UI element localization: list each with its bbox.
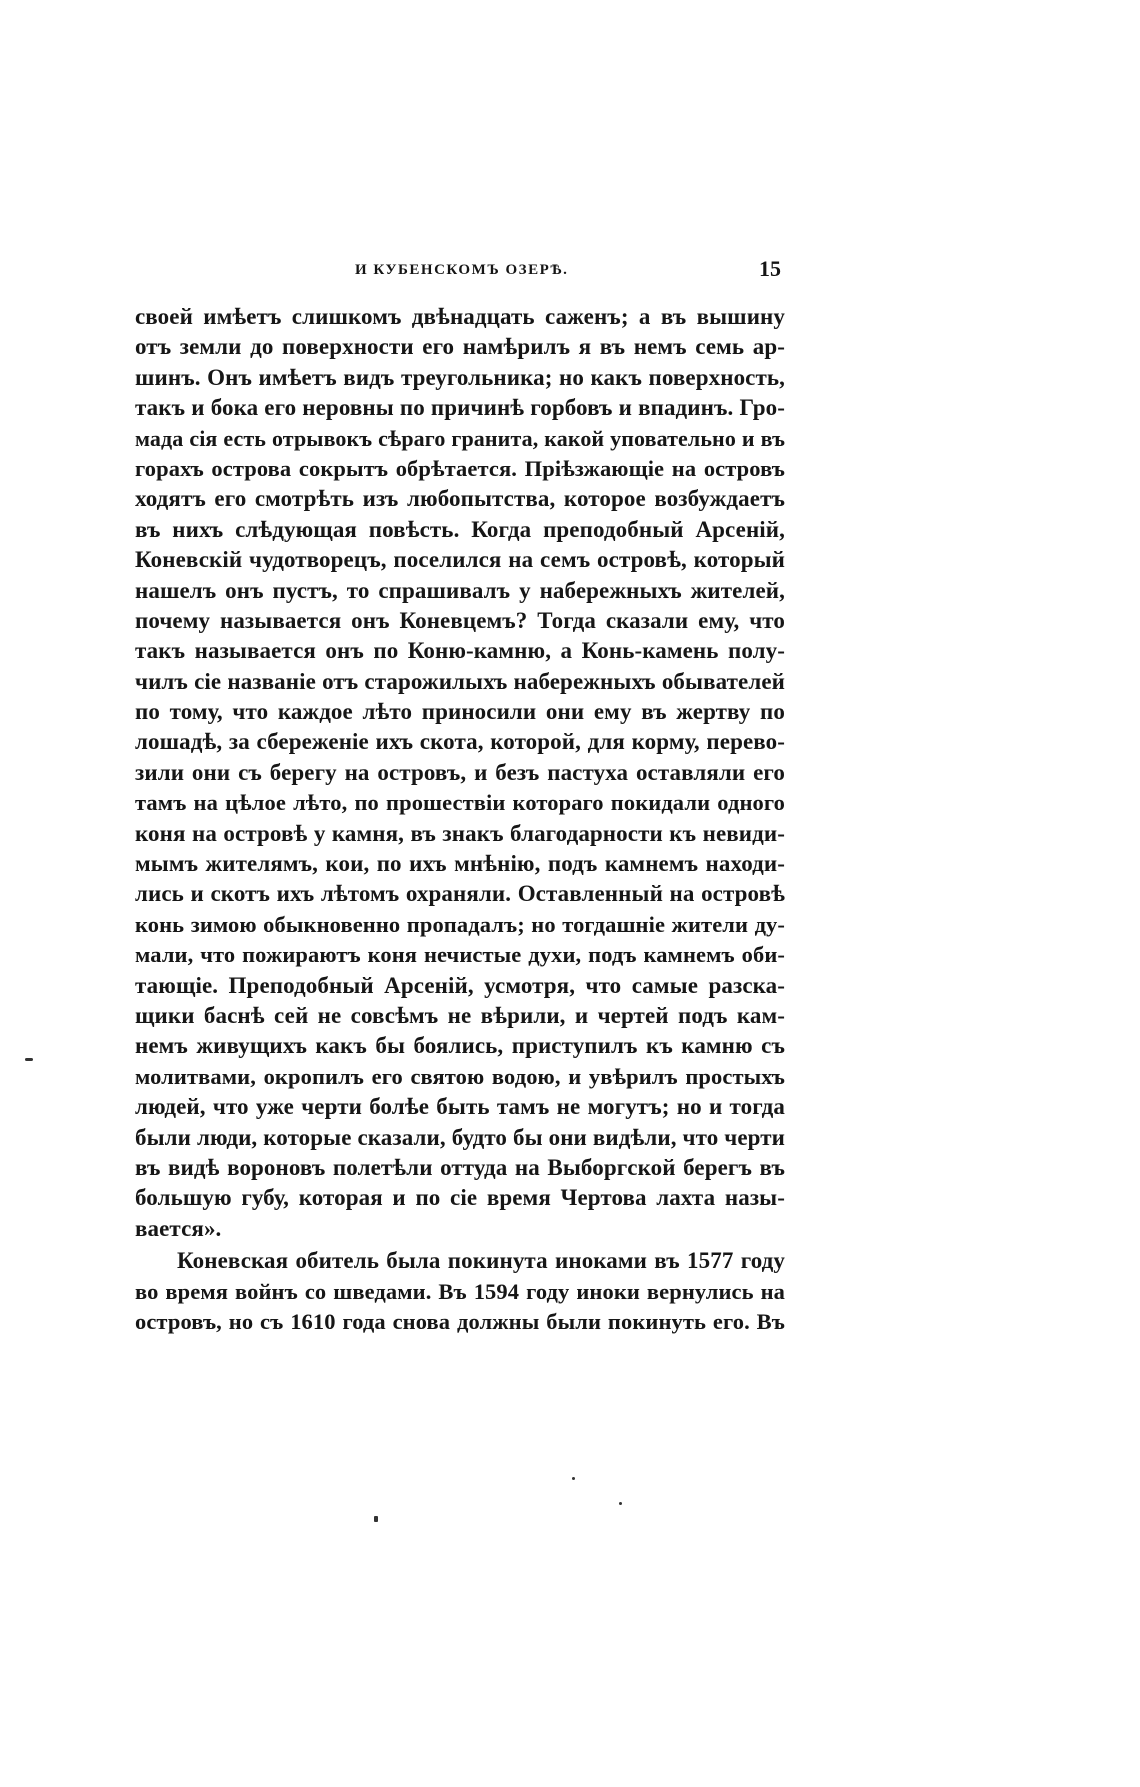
text-line: были люди, которые сказали, будто бы они видѣли, что черти xyxy=(135,1124,785,1150)
body-text xyxy=(135,302,785,1337)
text-line: немъ живущихъ какъ бы боялись, приступилъ къ камню съ xyxy=(135,1033,785,1059)
text-line: въ видѣ вороновъ полетѣли оттуда на Выборгской берегъ въ xyxy=(135,1154,785,1180)
scan-speck xyxy=(572,1477,575,1480)
text-line: зили они съ берегу на островъ, и безъ пастуха оставляли его xyxy=(135,759,785,785)
scan-speck xyxy=(619,1502,622,1505)
running-head xyxy=(135,258,785,288)
text-line: такъ называется онъ по Коню-камню, а Конь-камень полу- xyxy=(135,638,785,664)
text-line: людей, что уже черти болѣе быть тамъ не могутъ; но и тогда xyxy=(135,1094,785,1120)
scan-speck xyxy=(25,1058,33,1061)
text-line: островъ, но съ 1610 года снова должны были покинуть его. Въ xyxy=(135,1308,785,1334)
text-line: лошадѣ, за сбереженіе ихъ скота, которой, для корму, перево- xyxy=(135,729,785,755)
text-line: такъ и бока его неровны по причинѣ горбовъ и впадинъ. Гро- xyxy=(135,395,785,421)
text-line: лись и скотъ ихъ лѣтомъ охраняли. Оставленный на островѣ xyxy=(135,881,785,907)
text-line: конь зимою обыкновенно пропадалъ; но тогдашніе жители ду- xyxy=(135,911,785,937)
text-line: мымъ жителямъ, кои, по ихъ мнѣнію, подъ камнемъ находи- xyxy=(135,851,785,877)
text-line: шинъ. Онъ имѣетъ видъ треугольника; но какъ поверхность, xyxy=(135,364,785,390)
text-line: почему называется онъ Коневцемъ? Тогда сказали ему, что xyxy=(135,607,785,633)
text-line: своей имѣетъ слишкомъ двѣнадцать саженъ; а въ вышину xyxy=(135,304,785,329)
text-line: большую губу, которая и по сіе время Чертова лахта назы- xyxy=(135,1185,785,1211)
text-line: нашелъ онъ пустъ, то спрашивалъ у набережныхъ жителей, xyxy=(135,577,785,603)
text-line: тамъ на цѣлое лѣто, по прошествіи котораго покидали одного xyxy=(135,790,785,816)
text-line: ходятъ его смотрѣть изъ любопытства, которое возбуждаетъ xyxy=(135,486,785,512)
text-line: тающіе. Преподобный Арсеній, усмотря, что самые разска- xyxy=(135,972,785,998)
scan-speck xyxy=(374,1516,378,1522)
text-line: мада сія есть отрывокъ сѣраго гранита, какой уповательно и въ xyxy=(135,425,785,451)
text-line: щики баснѣ сей не совсѣмъ не вѣрили, и чертей подъ кам- xyxy=(135,1002,785,1028)
text-line: коня на островѣ у камня, въ знакъ благодарности къ невиди- xyxy=(135,820,785,846)
text-line: во время войнъ со шведами. Въ 1594 году иноки вернулись на xyxy=(135,1278,785,1304)
text-line: отъ земли до поверхности его намѣрилъ я въ немъ семь ар- xyxy=(135,334,785,360)
text-line-last: вается». xyxy=(135,1215,222,1241)
text-line: въ нихъ слѣдующая повѣсть. Когда преподобный Арсеній, xyxy=(135,516,785,542)
paragraph-quote-continuation xyxy=(135,302,785,1244)
text-line: чилъ сіе названіе отъ старожилыхъ набережныхъ обывателей xyxy=(135,668,785,694)
text-line: молитвами, окропилъ его святою водою, и увѣрилъ простыхъ xyxy=(135,1063,785,1089)
text-line: горахъ острова сокрытъ обрѣтается. Пріѣзжающіе на островъ xyxy=(135,455,785,481)
running-title: И КУБЕНСКОМЪ ОЗЕРѢ. xyxy=(355,262,569,278)
page-number: 15 xyxy=(759,256,781,281)
text-line-indented: Коневская обитель была покинута иноками въ 1577 году xyxy=(177,1248,785,1274)
text-line: Коневскій чудотворецъ, поселился на семъ островѣ, который xyxy=(135,547,785,573)
paragraph-konevets-history xyxy=(135,1246,785,1337)
text-line: по тому, что каждое лѣто приносили они ему въ жертву по xyxy=(135,699,785,725)
text-line: мали, что пожираютъ коня нечистые духи, подъ камнемъ оби- xyxy=(135,942,785,968)
